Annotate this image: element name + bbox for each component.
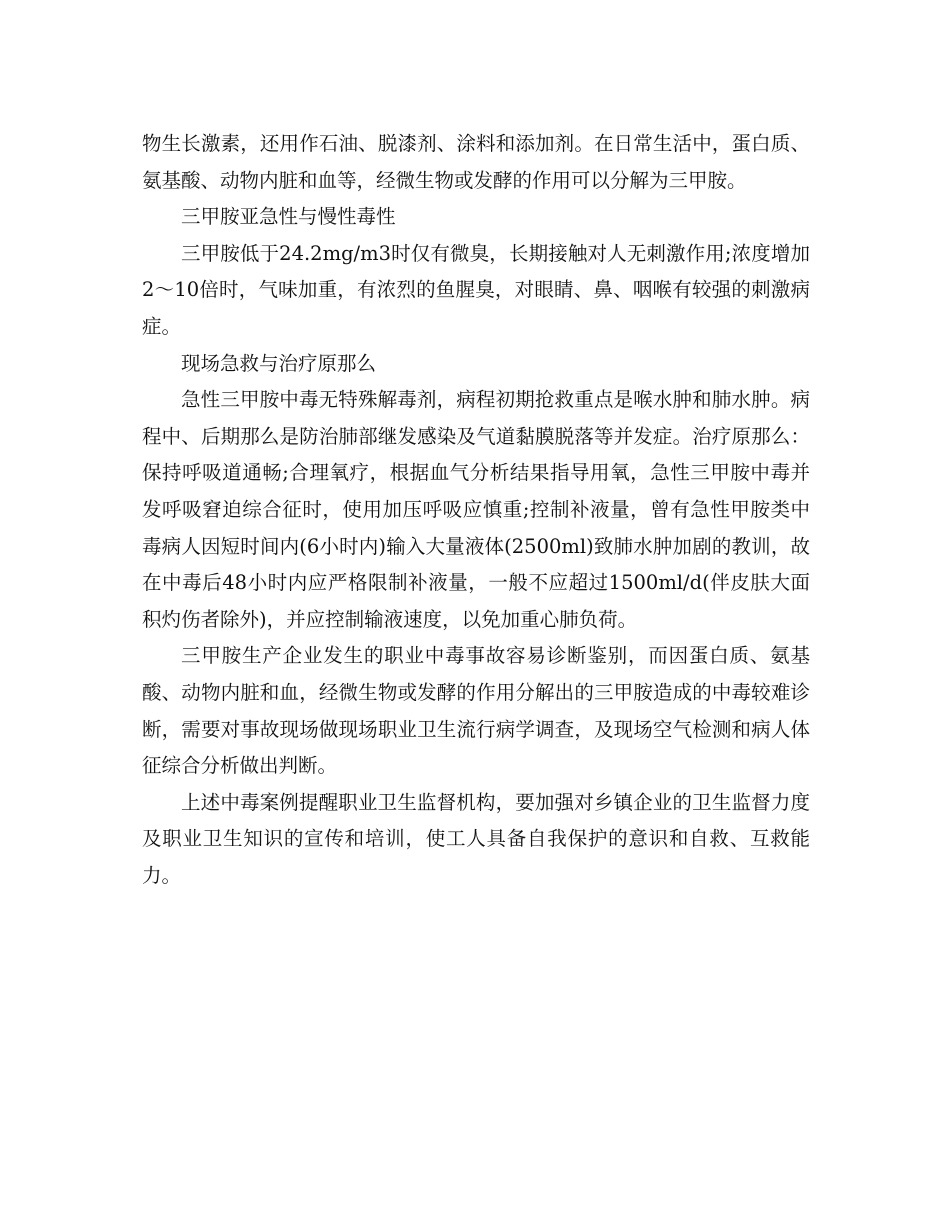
section-heading-first-aid-treatment: 现场急救与治疗原那么 xyxy=(181,351,377,375)
paragraph-conclusion: 上述中毒案例提醒职业卫生监督机构，要加强对乡镇企业的卫生监督力度及职业卫生知识的宣传和培训，使工人具备自我保护的意识和自救、互救能力。 xyxy=(142,790,810,887)
paragraph-diagnosis: 三甲胺生产企业发生的职业中毒事故容易诊断鉴别，而因蛋白质、氨基酸、动物内脏和血，经微生物或发酵的作用分解出的三甲胺造成的中毒较难诊断，需要对事故现场做现场职业卫生流行病学调查，及现场空气检测和病人体征综合分析做出判断。 xyxy=(142,644,810,778)
paragraph-continuation: 物生长激素，还用作石油、脱漆剂、涂料和添加剂。在日常生活中，蛋白质、氨基酸、动物内脏和血等，经微生物或发酵的作用可以分解为三甲胺。 xyxy=(142,132,810,192)
paragraph-toxicity: 三甲胺低于24.2mg/m3时仅有微臭，长期接触对人无刺激作用;浓度增加2～10倍时，气味加重，有浓烈的鱼腥臭，对眼睛、鼻、咽喉有较强的刺激病症。 xyxy=(142,241,810,338)
document-body xyxy=(142,126,810,894)
section-heading-subacute-chronic-toxicity: 三甲胺亚急性与慢性毒性 xyxy=(181,205,396,229)
paragraph-treatment: 急性三甲胺中毒无特殊解毒剂，病程初期抢救重点是喉水肿和肺水肿。病程中、后期那么是防治肺部继发感染及气道黏膜脱落等并发症。治疗原那么：保持呼吸道通畅;合理氧疗，根据血气分析结果指导用氧，急性三甲胺中毒并发呼吸窘迫综合征时，使用加压呼吸应慎重;控制补液量，曾有急性甲胺类中毒病人因短时间内(6小时内)输入大量液体(2500ml)致肺水肿加剧的教训，故在中毒后48小时内应严格限制补液量，一般不应超过1500ml/d(伴皮肤大面积灼伤者除外)，并应控制输液速度，以免加重心肺负荷。 xyxy=(142,388,810,631)
